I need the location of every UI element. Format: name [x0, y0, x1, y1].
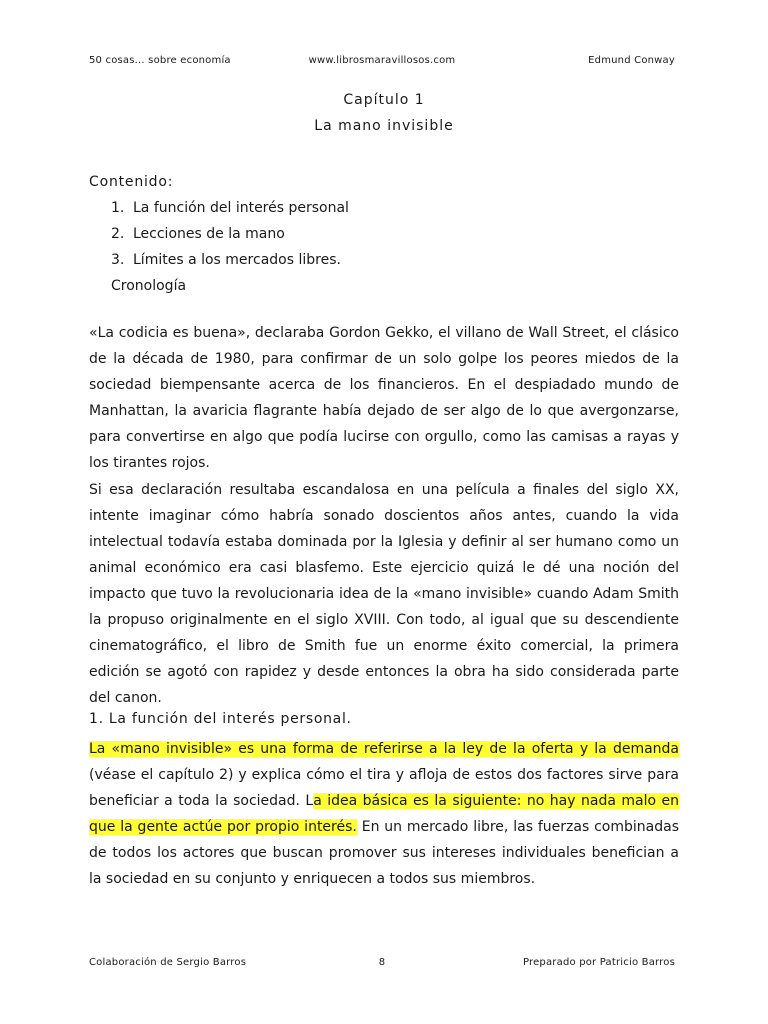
contents-list: [89, 195, 349, 273]
intro-text: [89, 320, 679, 711]
header-author: Edmund Conway: [588, 55, 675, 66]
chapter-number: Capítulo 1: [343, 92, 425, 108]
header-website: www.librosmaravillosos.com: [308, 55, 456, 66]
text-run: (véase el capítulo 2) y explica cómo el tira y afloja de estos dos factores sirve para beneficiar a toda la sociedad. L: [89, 767, 679, 810]
highlighted-text: La «mano invisible» es una forma de referirse a la ley de la oferta y la demanda: [89, 741, 679, 757]
contents-item: 2. Lecciones de la mano: [111, 226, 285, 242]
page-number: 8: [378, 957, 386, 968]
paragraph: Si esa declaración resultaba escandalosa en una película a finales del siglo XX, intente imaginar cómo habría sonado doscientos años antes, cuando la vida intelectual todavía estaba dominada por la Iglesia y definir al ser humano como un animal económico era casi blasfemo. Este ejercicio quizá le dé una noción del impacto que tuvo la revolucionaria idea de la «mano invisible» cuando Adam Smith la propuso originalmente en el siglo XVIII. Con todo, al igual que su descendiente cinematográfico, el libro de Smith fue un enorme éxito comercial, la primera edición se agotó con rapidez y desde entonces la obra ha sido considerada parte del canon.: [89, 481, 679, 707]
header-book-title: 50 cosas... sobre economía: [89, 55, 231, 66]
contents-item: 3. Límites a los mercados libres.: [111, 252, 341, 268]
table-of-contents: [89, 169, 349, 299]
contents-chronology: Cronología: [111, 278, 187, 294]
contents-item: 1. La función del interés personal: [111, 200, 349, 216]
chapter-title: La mano invisible: [314, 118, 454, 134]
highlighted-text: a idea básica es la siguiente: no hay nada malo en que la gente actúe por propio interés.: [89, 793, 679, 836]
footer-collaboration: Colaboración de Sergio Barros: [89, 957, 247, 968]
footer-prepared-by: Preparado por Patricio Barros: [522, 957, 675, 968]
section-paragraph: [89, 736, 679, 893]
contents-heading: Contenido:: [89, 174, 174, 190]
paragraph: «La codicia es buena», declaraba Gordon Gekko, el villano de Wall Street, el clásico de la década de 1980, para confirmar de un solo golpe los peores miedos de la sociedad biempensante acerca de los financieros. En el despiadado mundo de Manhattan, la avaricia flagrante había dejado de ser algo de lo que avergonzarse, para convertirse en algo que podía lucirse con orgullo, como las camisas a rayas y los tirantes rojos.: [89, 325, 679, 472]
text-run: En un mercado libre, las fuerzas combinadas de todos los actores que buscan promover sus intereses individuales benefician a la sociedad en su conjunto y enriquecen a todos sus miembros.: [89, 819, 679, 888]
section-heading: 1. La función del interés personal.: [89, 711, 352, 727]
